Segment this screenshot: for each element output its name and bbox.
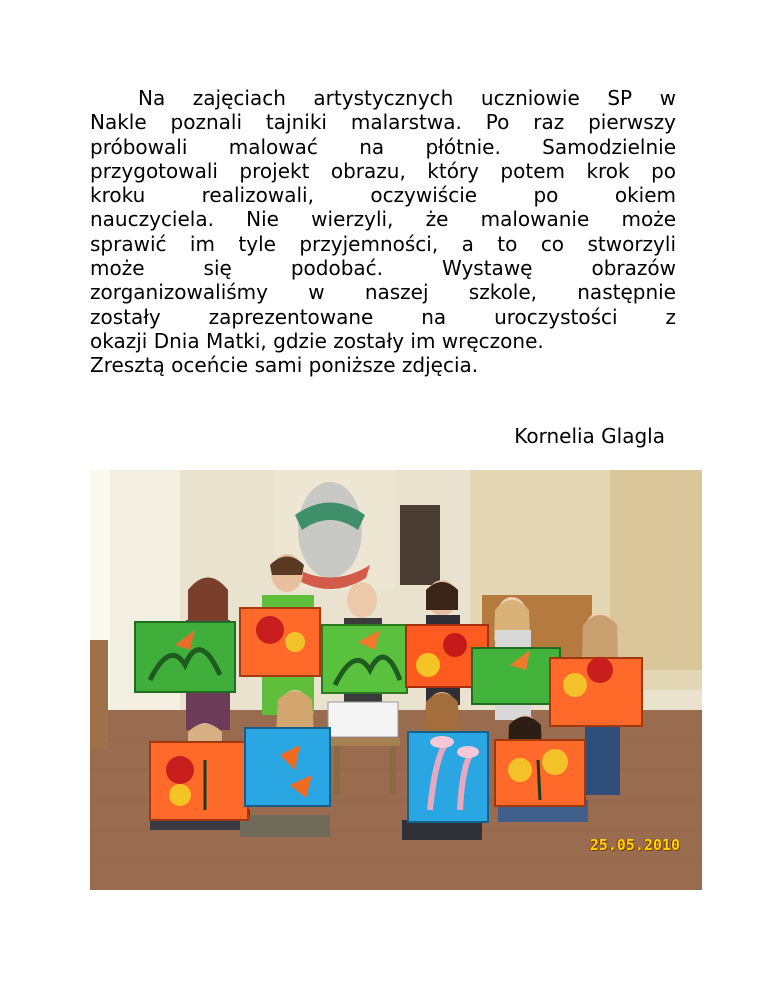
article-line: Nakle poznali tajniki malarstwa. Po raz pierwszy [90, 110, 676, 135]
class-photo [90, 470, 702, 890]
author-signature: Kornelia Glagla [514, 424, 665, 448]
article-line: okazji Dnia Matki, gdzie zostały im wręczone. [90, 328, 544, 353]
photo-date-stamp: 25.05.2010 [589, 836, 680, 854]
article-line: Zresztą oceńcie sami poniższe zdjęcia. [90, 353, 479, 378]
article-line: zostały zaprezentowane na uroczystości z [90, 304, 676, 329]
article-line: Na zajęciach artystycznych uczniowie SP w [138, 86, 676, 110]
article-line: nauczyciela. Nie wierzyli, że malowanie może [90, 207, 676, 232]
article-line: kroku realizowali, oczywiście po okiem [90, 183, 676, 208]
article-line: może się podobać. Wystawę obrazów [90, 256, 676, 281]
article-line: zorganizowaliśmy w naszej szkole, następnie [90, 280, 676, 305]
photo-illustration [90, 470, 702, 890]
article-text [90, 86, 676, 378]
article-line: sprawić im tyle przyjemności, a to co stworzyli [90, 231, 676, 256]
article-line: próbowali malować na płótnie. Samodzielnie [90, 134, 676, 159]
article-line: przygotowali projekt obrazu, który potem krok po [90, 158, 676, 183]
